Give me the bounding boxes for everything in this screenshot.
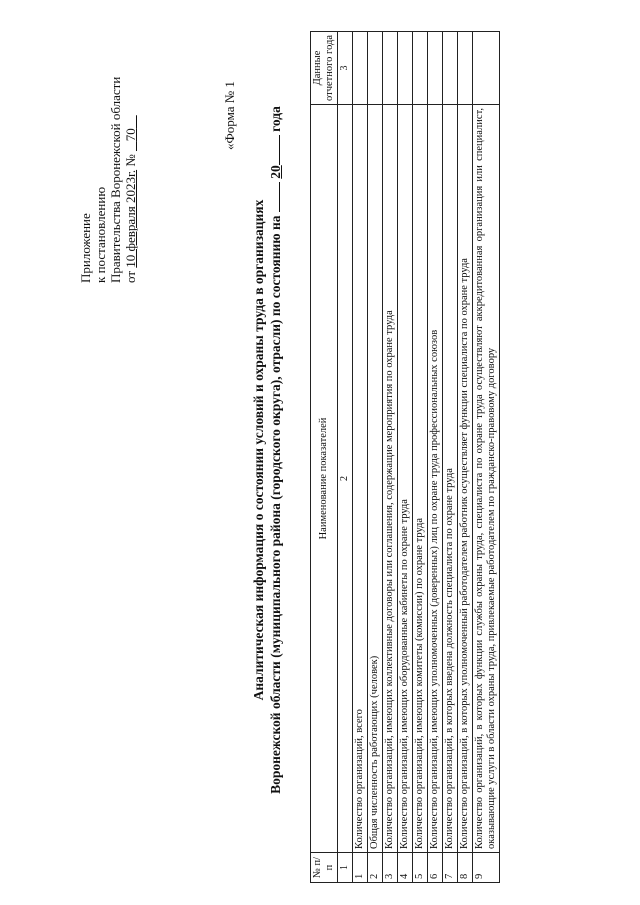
appendix-block: [78, 13, 138, 283]
table-row: [368, 32, 383, 883]
table-row: [383, 32, 398, 883]
indicators-table: [310, 31, 500, 883]
year-prefix: 20: [268, 165, 283, 179]
date-prefix: от: [123, 270, 138, 283]
row-number: 1: [353, 853, 368, 883]
row-text: Количество организаций, в которых функции службы охраны труда, специалиста по охране труда осуществляют аккредитованная организация или специалист, оказывающие услуги в области охраны труда, привлекаемые работодателем по гражданско-правовому договору: [473, 105, 500, 853]
row-text: Количество организаций, имеющих уполномоченных (доверенных) лиц по охране труда профессиональных союзов: [428, 105, 443, 853]
row-value[interactable]: [368, 32, 383, 105]
appendix-line-3: Правительства Воронежской области: [108, 76, 123, 283]
header-data: Данные отчетного года: [311, 32, 338, 105]
column-number: 1: [338, 853, 353, 883]
row-text: Количество организаций, имеющих комитеты (комиссии) по охране труда: [413, 105, 428, 853]
table-row: [428, 32, 443, 883]
column-number-row: [338, 32, 353, 883]
document-title: [250, 25, 284, 875]
number-value: [123, 115, 138, 151]
table-row: [458, 32, 473, 883]
row-text: Количество организаций, имеющих оборудованные кабинеты по охране труда: [398, 105, 413, 853]
row-number: 3: [383, 853, 398, 883]
row-text: Количество организаций, в которых введена должность специалиста по охране труда: [443, 105, 458, 853]
date-blank: [268, 182, 280, 212]
row-text: Количество организаций, всего: [353, 105, 368, 853]
row-value[interactable]: [413, 32, 428, 105]
row-text: Количество организаций, имеющих коллективные договоры или соглашения, содержащие мероприятия по охране труда: [383, 105, 398, 853]
row-number: 8: [458, 853, 473, 883]
row-value[interactable]: [398, 32, 413, 105]
row-value[interactable]: [473, 32, 500, 105]
table-row: [473, 32, 500, 883]
year-blank: [268, 135, 280, 165]
header-name: Наименование показателей: [311, 105, 338, 853]
appendix-line-1: Приложение: [78, 213, 93, 283]
table-row: [353, 32, 368, 883]
number-text: 70: [123, 128, 138, 142]
row-number: 5: [413, 853, 428, 883]
appendix-date-line: [123, 13, 138, 283]
form-number: «Форма № 1: [222, 81, 237, 150]
title-line-1: Аналитическая информация о состоянии условий и охраны труда в организациях: [251, 199, 266, 701]
row-number: 4: [398, 853, 413, 883]
row-number: 7: [443, 853, 458, 883]
row-number: 6: [428, 853, 443, 883]
title-line-2: [267, 25, 284, 875]
table-row: [413, 32, 428, 883]
number-prefix: №: [123, 154, 138, 167]
row-value[interactable]: [353, 32, 368, 105]
date-value: 10 февраля 2023г.: [123, 169, 138, 268]
header-num: № п/п: [311, 853, 338, 883]
row-text: Количество организаций, в которых уполномоченный работодателем работник осуществляет функции специалиста по охране труда: [458, 105, 473, 853]
row-value[interactable]: [383, 32, 398, 105]
year-suffix: года: [268, 106, 283, 132]
row-text: Общая численность работающих (человек): [368, 105, 383, 853]
appendix-line-2: к постановлению: [93, 186, 108, 283]
table-header-row: [311, 32, 338, 883]
table-row: [443, 32, 458, 883]
row-value[interactable]: [443, 32, 458, 105]
row-value[interactable]: [458, 32, 473, 105]
row-number: 9: [473, 853, 500, 883]
column-number: 3: [338, 32, 353, 105]
row-value[interactable]: [428, 32, 443, 105]
title-line-2-text: Воронежской области (муниципального района (городского округа), отрасли) по состоянию на: [268, 215, 283, 794]
row-number: 2: [368, 853, 383, 883]
table-row: [398, 32, 413, 883]
column-number: 2: [338, 105, 353, 853]
